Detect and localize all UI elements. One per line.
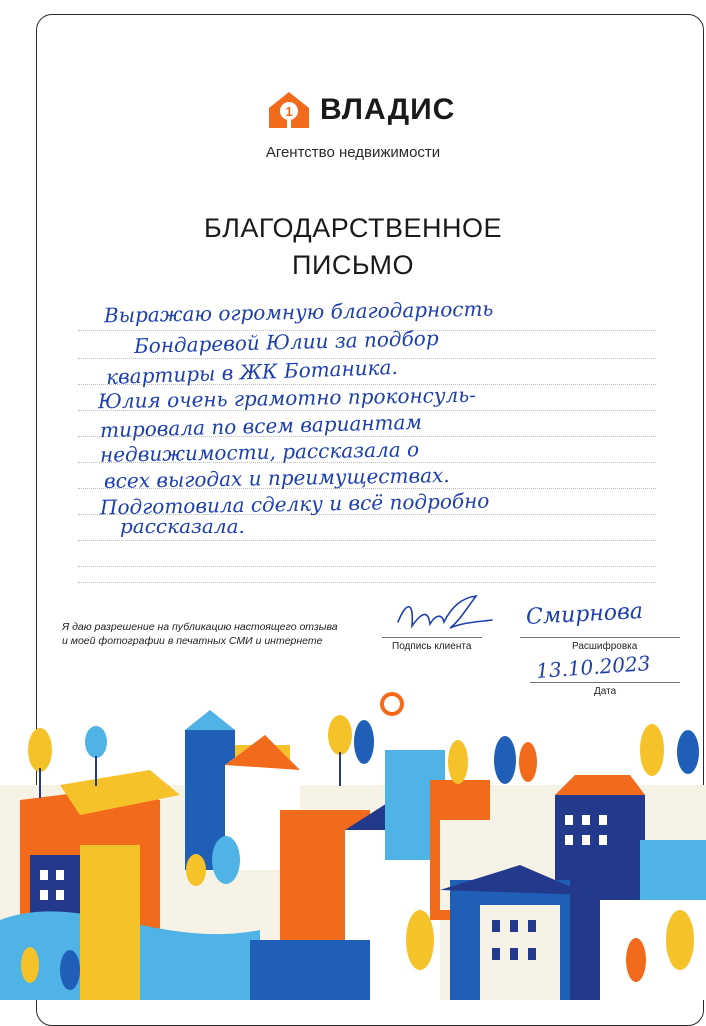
- handwritten-line: Бондаревой Юлии за подбор: [133, 326, 439, 358]
- date-label: Дата: [594, 686, 617, 697]
- handwritten-line: квартиры в ЖК Ботаника.: [105, 354, 399, 390]
- ruled-line: [78, 582, 656, 583]
- handwritten-line: рассказала.: [120, 514, 245, 538]
- consent-line-1: Я даю разрешение на публикацию настоящего отзыва: [62, 621, 338, 633]
- decoding-line: [520, 637, 680, 638]
- city-illustration: [0, 690, 706, 1000]
- brand-name: ВЛАДИС: [320, 93, 456, 126]
- consent-line-2: и моей фотографии в печатных СМИ и интернете: [62, 635, 323, 647]
- house-key-icon: [266, 90, 312, 130]
- decoding-handwritten: Смирнова: [525, 598, 644, 631]
- letter-title-line-1: БЛАГОДАРСТВЕННОЕ: [203, 213, 503, 243]
- decoding-label: Расшифровка: [572, 641, 638, 652]
- handwritten-line: Юлия очень грамотно проконсуль-: [97, 382, 477, 414]
- handwritten-line: Выражаю огромную благодарность: [103, 296, 494, 328]
- signature-label: Подпись клиента: [392, 641, 472, 652]
- publication-consent: [62, 620, 382, 648]
- brand-tagline: Агентство недвижимости: [265, 144, 441, 161]
- letter-title-line-2: ПИСЬМО: [292, 250, 414, 280]
- company-logo: [266, 90, 486, 130]
- handwritten-line: всех выгодах и преимуществах.: [103, 462, 450, 494]
- handwritten-line: Подготовила сделку и всё подробно: [99, 488, 490, 520]
- ruled-line: [78, 566, 656, 567]
- date-line: [530, 682, 680, 683]
- client-signature: [392, 592, 502, 640]
- handwritten-line: недвижимости, рассказала о: [99, 437, 420, 467]
- logo-badge-number: 1: [285, 104, 293, 119]
- handwritten-line: тировала по всем вариантам: [99, 409, 423, 443]
- ruled-line: [78, 540, 656, 541]
- date-handwritten: 13.10.2023: [535, 651, 652, 683]
- signature-line: [382, 637, 482, 638]
